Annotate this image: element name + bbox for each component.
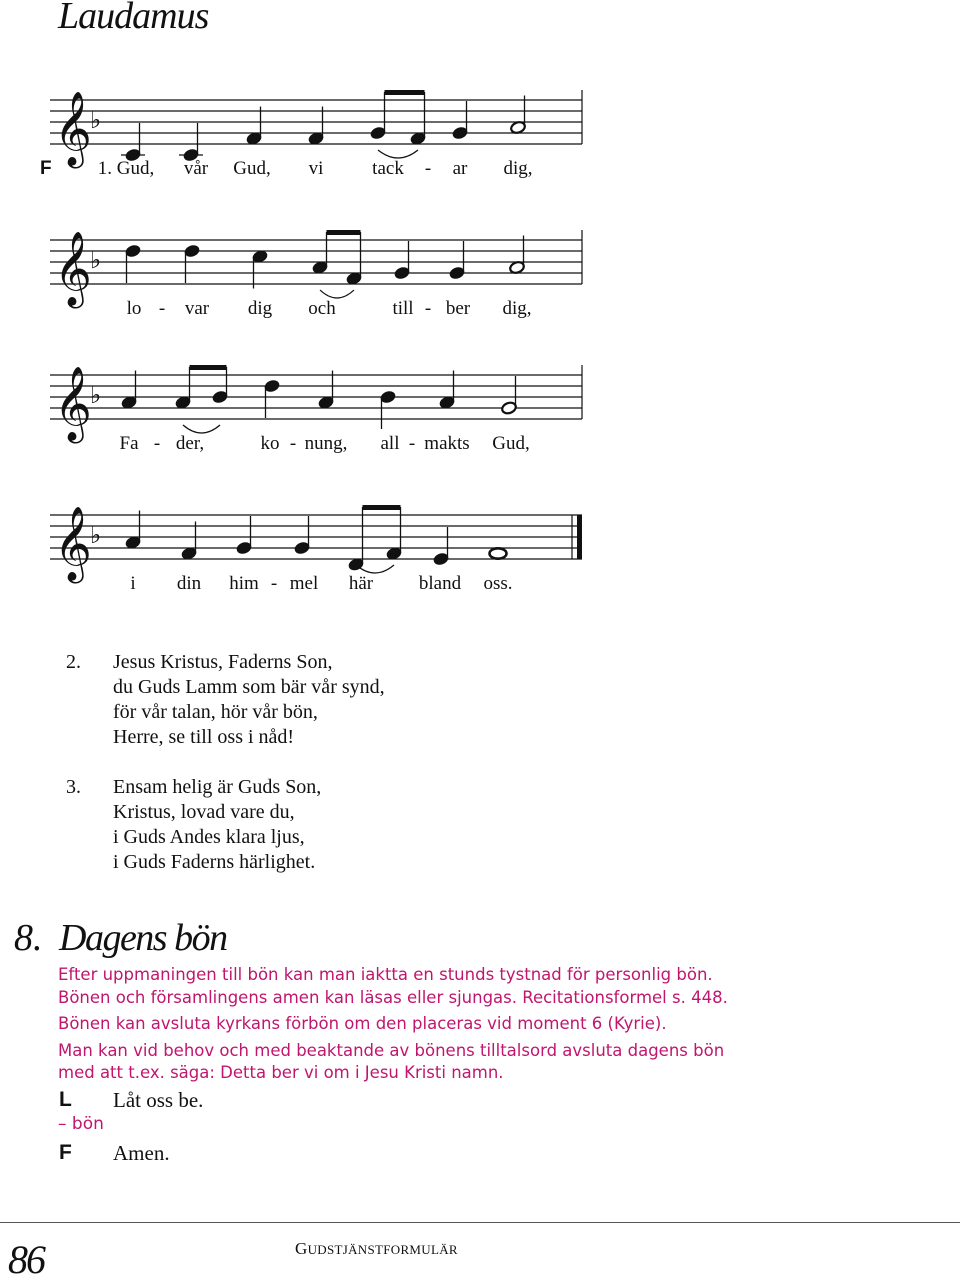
leader-text: Låt oss be. <box>113 1088 204 1112</box>
flat-icon: ♭ <box>90 106 102 134</box>
verse-number: 3. <box>66 776 81 798</box>
verse-number: 2. <box>66 651 81 673</box>
quarter-note <box>433 552 450 566</box>
rubric-line: med att t.ex. säga: Detta ber vi om i Jesu Kristi namn. <box>58 1063 504 1082</box>
slur <box>320 290 354 298</box>
lyric-syllable: ar <box>452 158 468 179</box>
note-beam <box>363 505 401 510</box>
lyric-syllable: vi <box>308 158 324 179</box>
lyric-syllable: tack <box>372 158 404 179</box>
lyric-syllable: dig, <box>502 298 532 319</box>
quarter-note <box>394 266 411 280</box>
quarter-note <box>449 266 466 280</box>
page-title: Laudamus <box>58 0 209 37</box>
prayer-rubric: – bön <box>58 1114 104 1134</box>
lyric-syllable: och <box>308 298 336 319</box>
verse-3 <box>66 775 321 875</box>
quarter-note <box>184 244 201 258</box>
lyric-syllable: makts <box>424 433 470 454</box>
voice-label: F <box>40 158 52 179</box>
half-note <box>501 401 518 415</box>
verse-line: Jesus Kristus, Faderns Son, <box>113 651 333 673</box>
quarter-note <box>370 126 387 140</box>
congregation-mark: F <box>59 1141 72 1164</box>
flat-icon: ♭ <box>90 381 102 409</box>
footer-divider <box>0 1222 960 1223</box>
verse-line: Herre, se till oss i nåd! <box>113 726 295 748</box>
lyric-syllable: mel <box>289 573 319 594</box>
lyric-syllable: - <box>424 298 432 319</box>
flat-icon: ♭ <box>90 246 102 274</box>
verse-line: i Guds Andes klara ljus, <box>113 826 305 848</box>
lyric-syllable: all <box>380 433 400 454</box>
verse-line: i Guds Faderns härlighet. <box>113 851 316 873</box>
lyric-syllable: Fa <box>119 433 139 454</box>
lyric-syllable: dig <box>247 298 273 319</box>
quarter-note <box>212 390 229 404</box>
final-barline-thick <box>577 515 582 559</box>
lyric-syllable: ko <box>260 433 280 454</box>
leader-mark: L <box>59 1088 72 1111</box>
lyric-syllable: bland <box>418 573 462 594</box>
congregation-text: Amen. <box>113 1141 170 1165</box>
quarter-note <box>264 379 281 393</box>
music-staff-3 <box>0 335 960 475</box>
lyric-syllable: - <box>270 573 278 594</box>
verse-line: du Guds Lamm som bär vår synd, <box>113 676 385 698</box>
whole-note <box>490 548 507 558</box>
rubric-paragraph <box>58 987 728 1009</box>
running-title-rest: UDSTJÄNSTFORMULÄR <box>307 1242 458 1257</box>
lyric-syllable: - <box>289 433 297 454</box>
rubric-line: Bönen kan avsluta kyrkans förbön om den placeras vid moment 6 (Kyrie). <box>58 1014 667 1033</box>
quarter-note <box>452 126 469 140</box>
music-staff-4 <box>0 475 960 615</box>
music-staff-2 <box>0 200 960 340</box>
lyric-syllable: nung, <box>304 433 348 454</box>
quarter-note <box>294 541 311 555</box>
lyric-syllable: din <box>176 573 202 594</box>
treble-clef-icon: 𝄞 <box>54 92 92 166</box>
flat-icon: ♭ <box>90 521 102 549</box>
section-title: Dagens bön <box>59 917 227 959</box>
slur <box>183 425 220 433</box>
lyric-syllable: - <box>408 433 416 454</box>
running-title-initial: G <box>295 1239 308 1258</box>
rubric-line: Bönen och församlingens amen kan läsas eller sjungas. Recitationsformel s. 448. <box>58 988 728 1007</box>
page-number: 86 <box>8 1237 44 1282</box>
verse-line: för vår talan, hör vår bön, <box>113 701 318 723</box>
lyric-syllable: Gud, <box>492 433 530 454</box>
quarter-note <box>125 244 142 258</box>
lyric-syllable: lo <box>126 298 142 319</box>
slur <box>378 150 418 158</box>
lyric-syllable: oss. <box>483 573 513 594</box>
lyric-syllable: - <box>158 298 166 319</box>
lyric-syllable: ber <box>445 298 471 319</box>
lyric-syllable: till <box>392 298 414 319</box>
quarter-note <box>380 390 397 404</box>
lyric-syllable: 1. Gud, <box>97 158 155 179</box>
lyric-syllable: - <box>424 158 432 179</box>
rubric-paragraph <box>58 1013 667 1035</box>
treble-clef-icon: 𝄞 <box>54 232 92 306</box>
rubric-paragraph <box>58 1040 724 1084</box>
treble-clef-icon: 𝄞 <box>54 367 92 441</box>
lyric-syllable: - <box>153 433 161 454</box>
verse-2 <box>66 650 385 750</box>
lyric-syllable: Gud, <box>233 158 271 179</box>
verse-line: Ensam helig är Guds Son, <box>113 776 322 798</box>
quarter-note <box>236 541 253 555</box>
rubric-paragraph <box>58 964 713 986</box>
section-number: 8. <box>14 917 43 959</box>
lyric-syllable: i <box>130 573 136 594</box>
lyric-syllable: him <box>229 573 259 594</box>
treble-clef-icon: 𝄞 <box>54 507 92 581</box>
verse-line: Kristus, lovad vare du, <box>113 801 295 823</box>
lyric-syllable: här <box>348 573 374 594</box>
rubric-line: Man kan vid behov och med beaktande av bönens tilltalsord avsluta dagens bön <box>58 1041 725 1060</box>
note-beam <box>385 90 425 95</box>
note-beam <box>190 365 227 370</box>
running-title <box>295 1239 458 1259</box>
lyric-syllable: var <box>184 298 210 319</box>
lyric-syllable: vår <box>183 158 209 179</box>
rubric-line: Efter uppmaningen till bön kan man iaktta en stunds tystnad för personlig bön. <box>58 965 713 984</box>
note-beam <box>327 230 361 235</box>
lyric-syllable: der, <box>175 433 205 454</box>
lyric-syllable: dig, <box>503 158 533 179</box>
